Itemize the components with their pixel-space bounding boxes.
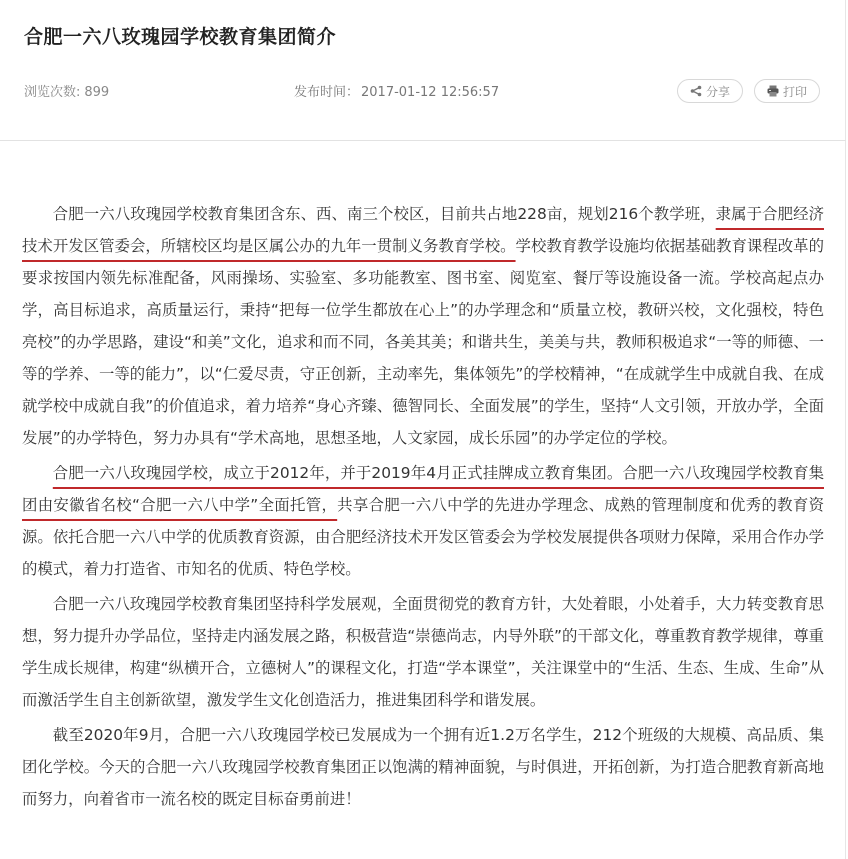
view-count-label: 浏览次数: xyxy=(24,85,81,100)
view-count xyxy=(24,81,109,100)
paragraph-3: 合肥一六八玫瑰园学校教育集团坚持科学发展观，全面贯彻党的教育方针，大处着眼，小处着手，大力转变教育思想，努力提升办学品位，坚持走内涵发展之路，积极营造“崇德尚志，内导外联”的干部文化，尊重教育教学规律，尊重学生成长规律，构建“纵横开合，立德树人”的课程文化，打造“学本课堂”，关注课堂中的“生活、生态、生成、生命”从而激活学生自主创新欲望，激发学生文化创造活力，推进集团科学和谐发展。 xyxy=(22,595,824,709)
share-button[interactable] xyxy=(677,79,743,103)
publish-time-label: 发布时间： xyxy=(294,85,360,100)
share-icon xyxy=(690,85,702,97)
printer-icon xyxy=(767,85,779,97)
view-count-value: 899 xyxy=(84,85,110,100)
print-button[interactable] xyxy=(754,79,820,103)
header-divider xyxy=(0,140,846,141)
paragraph-4: 截至2020年9月，合肥一六八玫瑰园学校已发展成为一个拥有近1.2万名学生，212个班级的大规模、高品质、集团化学校。今天的合肥一六八玫瑰园学校教育集团正以饱满的精神面貌，与时俱进，开拓创新，为打造合肥教育新高地而努力，向着省市一流名校的既定目标奋勇前进！ xyxy=(22,726,824,808)
article-body xyxy=(22,198,824,818)
print-label: 打印 xyxy=(782,84,807,99)
publish-time-value: 2017-01-12 12:56:57 xyxy=(361,85,500,100)
paragraph-1 xyxy=(22,198,824,454)
publish-time xyxy=(294,81,499,100)
share-label: 分享 xyxy=(705,84,730,99)
paragraph-2 xyxy=(22,457,824,585)
paragraph-2-text-rest: 共享合肥一六八中学的先进办学理念、成熟的管理制度和优秀的教育资源。依托合肥一六八中学的优质教育资源，由合肥经济技术开发区管委会为学校发展提供各项财力保障，采用合作办学的模式，着力打造省、市知名的优质、特色学校。 xyxy=(22,496,824,578)
article-header xyxy=(0,0,846,140)
page-title: 合肥一六八玫瑰园学校教育集团简介 xyxy=(24,26,337,48)
paragraph-1-text-rest: 学校教育教学设施均依据基础教育课程改革的要求按国内领先标准配备，风雨操场、实验室、多功能教室、图书室、阅览室、餐厅等设施设备一流。学校高起点办学，高目标追求，高质量运行，秉持“把每一位学生都放在心上”的办学理念和“质量立校，教研兴校，文化强校，特色亮校”的办学思路，建设“和美”文化，追求和而不同，各美其美；和谐共生，美美与共，教师积极追求“一等的师德、一等的学养、一等的能力”，以“仁爱尽责，守正创新，主动率先，集体领先”的学校精神，“在成就学生中成就自我、在成就学校中成就自我”的价值追求，着力培养“身心齐臻、德智同长、全面发展”的学生，坚持“人文引领，开放办学，全面发展”的办学特色，努力办具有“学术高地，思想圣地，人文家园，成长乐园”的办学定位的学校。 xyxy=(22,237,824,447)
highlighted-underline: 合肥一六八玫瑰园学校，成立于2012年，并于2019年4月正式挂牌成立教育集团。合肥一六八玫瑰园学校教育集团由安徽省名校“合肥一六八中学”全面托管， xyxy=(22,464,824,514)
paragraph-1-text: 合肥一六八玫瑰园学校教育集团含东、西、南三个校区，目前共占地228亩，规划216个教学班， xyxy=(52,205,716,223)
highlighted-underline: 隶属于合肥经济技术开发区管委会，所辖校区均是区属公办的九年一贯制义务教育学校。 xyxy=(22,205,824,255)
